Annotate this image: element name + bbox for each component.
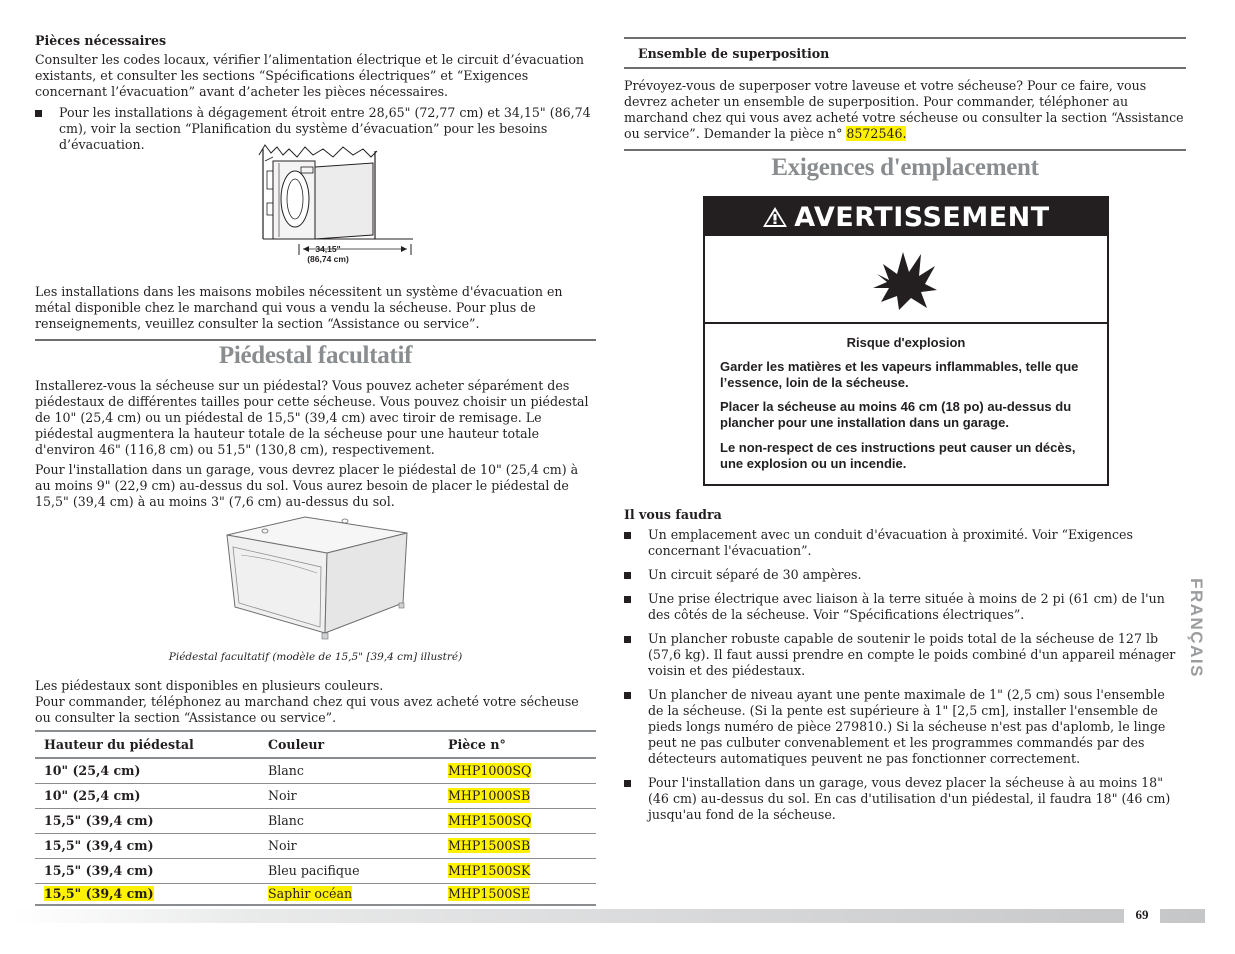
cell-color: Noir [259,833,439,858]
warning-divider [705,322,1107,324]
warning-triangle-icon [762,205,788,229]
list-item: Pour l'installation dans un garage, vous devez placer la sécheuse à au moins 18" (46 cm) au-dessus du sol. En cas d'utilisation d'un piédestal, il faudra 18" (46 cm) jusqu'au fond de la sécheuse. [624,775,1184,823]
location-title: Exigences d'emplacement [771,154,1039,181]
pieces-bullet: Pour les installations à dégagement étroit entre 28,65" (72,77 cm) et 34,15" (86,74 cm), voir la section “Planification du système d’évacuation” pour les besoins d’évacuation. [35,105,596,153]
cell-color: Noir [259,783,439,808]
warning-line-3: Le non-respect de ces instructions peut causer un décès, une explosion ou un incendie. [720,440,1076,471]
warning-box [703,196,1109,486]
list-item: Un plancher de niveau ayant une pente maximale de 1" (2,5 cm) sous l'ensemble de la sécheuse. (Si la pente est supérieure à 1" [2,5 cm], installer l'ensemble de pieds longs numéro de pièce 279810.) Si la sécheuse n'est pas d'aplomb, le linge peut ne pas culbuter convenablement et les programmes commandés par des détecteurs automatiques peuvent ne pas fonctionner correctement. [624,687,1184,767]
list-item: Une prise électrique avec liaison à la terre située à moins de 2 pi (61 cm) de l'un des côtés de la sécheuse. Voir “Spécifications électriques”. [624,591,1184,623]
list-item: Un plancher robuste capable de soutenir le poids total de la sécheuse de 127 lb (57,6 kg). Il faut aussi prendre en compte le poids combiné d'un appareil ménager voisin et des piédestaux. [624,631,1184,679]
cell-color: Blanc [259,808,439,833]
cell-height: 15,5" (39,4 cm) [35,858,259,883]
pieces-section [35,33,596,153]
table-row [35,758,596,783]
stacking-rule-top [624,37,1186,39]
language-side-tab: FRANÇAIS [1187,578,1206,678]
order-note: Pour commander, téléphonez au marchand chez qui vous avez acheté votre sécheuse ou consulter la section “Assistance ou service”. [35,694,579,725]
warning-line-2: Placer la sécheuse au moins 46 cm (18 po) au-dessus du plancher pour une installation dans un garage. [720,399,1072,430]
header-color: Couleur [259,731,439,758]
stacking-part-number: 8572546. [846,126,907,141]
pedestal-drawing [225,515,411,643]
needs-heading: Il vous faudra [624,507,722,522]
pedestal-title: Piédestal facultatif [218,342,413,369]
header-part: Pièce n° [439,731,596,758]
warning-label: AVERTISSEMENT [794,201,1050,233]
clearance-dimension: 34,15" (86,74 cm) [307,244,349,264]
pedestal-caption: Piédestal facultatif (modèle de 15,5" [39,4 cm] illustré) [168,651,463,663]
page-number: 69 [1124,903,1160,927]
table-row [35,808,596,833]
stacking-heading: Ensemble de superposition [638,46,830,61]
divider [35,339,596,341]
stacking-text: Prévoyez-vous de superposer votre laveuse et votre sécheuse? Pour ce faire, vous devrez acheter un ensemble de superposition. Pour commander, téléphoner au marchand chez qui vous avez acheté votre sécheuse ou consulter la section “Assistance ou service”. Demander la pièce n° 8572546. [624,78,1184,141]
pedestal-para-2: Pour l'installation dans un garage, vous devrez placer le piédestal de 10" (25,4 cm) à au moins 9" (22,9 cm) au-dessus du sol. Vous aurez besoin de placer le piédestal de 15,5" (39,4 cm) à au moins 3" (7,6 cm) au-dessus du sol. [35,462,579,509]
warning-line-1: Garder les matières et les vapeurs inflammables, telle que l’essence, loin de la sécheuse. [720,359,1079,390]
cell-part: MHP1500SQ [439,808,596,833]
cell-height: 15,5" (39,4 cm) [35,883,259,905]
pedestal-para-1: Installerez-vous la sécheuse sur un piédestal? Vous pouvez acheter séparément des piédestaux de différentes tailles pour cette sécheuse. Vous pouvez choisir un piédestal de 10" (25,4 cm) ou un piédestal de 15,5" (39,4 cm) avec tiroir de remisage. Le piédestal augmentera la hauteur totale de la sécheuse pour une hauteur totale d'environ 46" (116,8 cm) ou 51,5" (130,8 cm), respectivement. [35,378,589,457]
pieces-heading: Pièces nécessaires [35,33,167,48]
explosion-area [705,236,1107,322]
table-row [35,783,596,808]
pieces-intro: Consulter les codes locaux, vérifier l’alimentation électrique et le circuit d’évacuation existants, et consulter les sections “Spécifications électriques” et “Exigences concernant l’évacuation” avant d’acheter les pièces nécessaires. [35,52,585,99]
pedestal-section [35,378,596,510]
warning-header [705,198,1107,236]
cell-part: MHP1000SQ [439,758,596,783]
table-row [35,883,596,905]
cell-part: MHP1500SE [439,883,596,905]
cell-part: MHP1500SK [439,858,596,883]
cell-height: 10" (25,4 cm) [35,758,259,783]
needs-section [624,507,1184,823]
mobile-homes-text: Les installations dans les maisons mobiles nécessitent un système d'évacuation en métal disponible chez le marchand qui vous a vendu la sécheuse. Pour plus de renseignements, veuillez consulter la section “Assistance ou service”. [35,284,563,331]
divider [624,149,1186,151]
cell-height: 15,5" (39,4 cm) [35,833,259,858]
list-item: Un emplacement avec un conduit d'évacuation à proximité. Voir “Exigences concernant l'évacuation”. [624,527,1184,559]
cell-color: Saphir océan [259,883,439,905]
colors-note: Les piédestaux sont disponibles en plusieurs couleurs. [35,678,384,693]
explosion-icon [871,244,941,314]
footer-bar [12,909,1205,923]
header-height: Hauteur du piédestal [35,731,259,758]
cell-color: Bleu pacifique [259,858,439,883]
stacking-rule-bottom [624,67,1186,69]
table-header-row [35,731,596,758]
list-item: Un circuit séparé de 30 ampères. [624,567,1184,583]
pedestal-table [35,730,596,906]
table-row [35,833,596,858]
cell-part: MHP1500SB [439,833,596,858]
cell-part: MHP1000SB [439,783,596,808]
table-row [35,858,596,883]
warning-risk: Risque d'explosion [846,335,966,350]
cell-height: 10" (25,4 cm) [35,783,259,808]
cell-color: Blanc [259,758,439,783]
cell-height: 15,5" (39,4 cm) [35,808,259,833]
